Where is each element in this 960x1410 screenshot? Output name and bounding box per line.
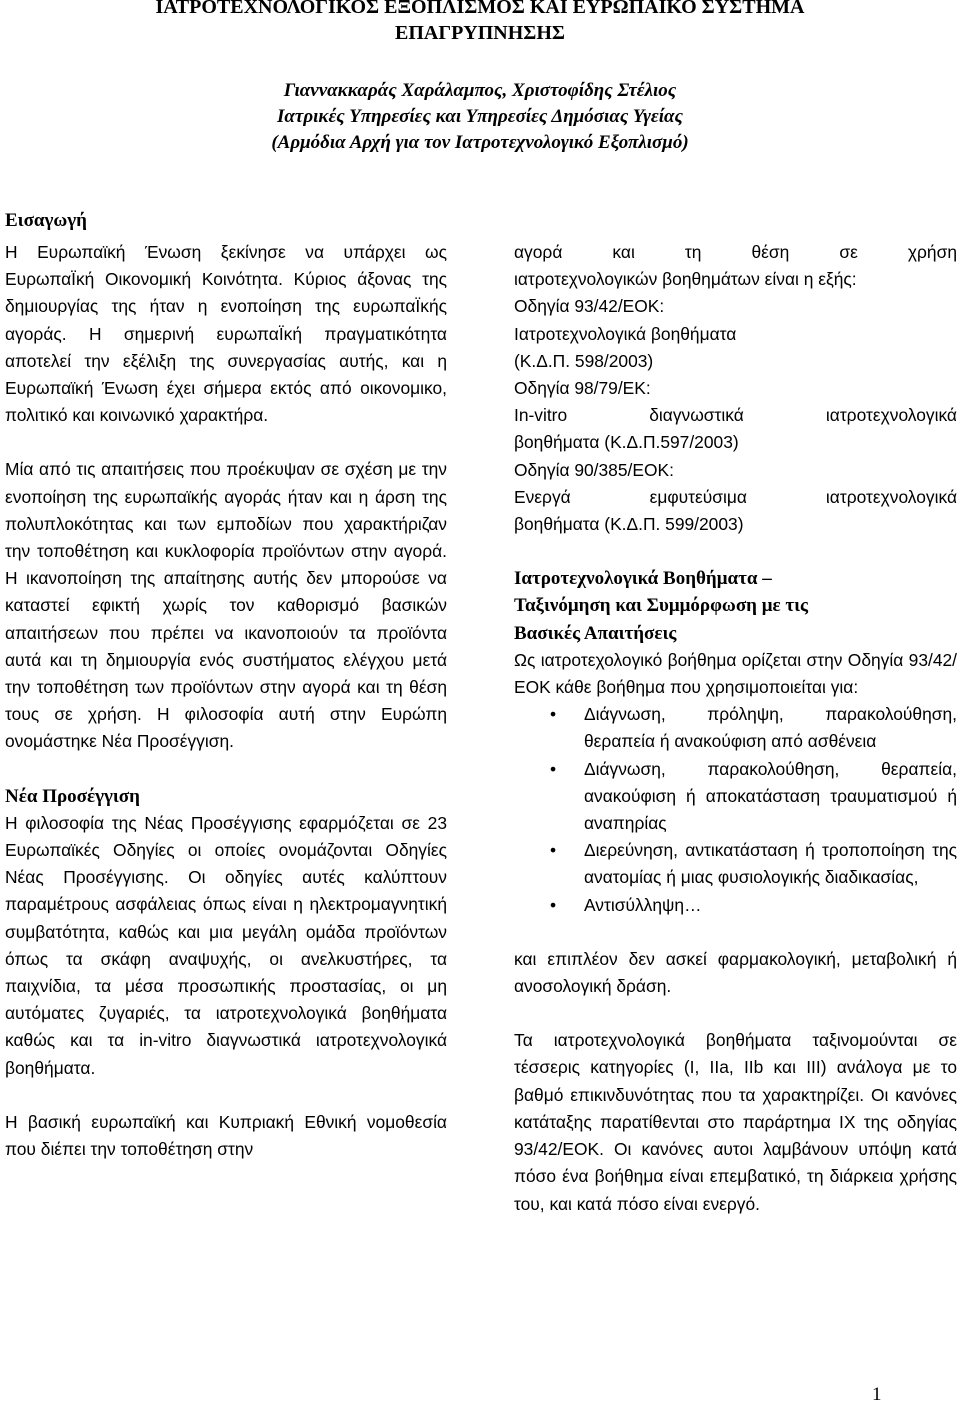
right-line-7: βοηθήματα (Κ.Δ.Π.597/2003) [514, 432, 739, 453]
right-line-1: ιατροτεχνολογικών βοηθημάτων είναι η εξής: [514, 269, 857, 290]
document-title [0, 0, 960, 46]
new-approach-heading: Νέα Προσέγγιση [5, 785, 140, 807]
bullet-icon: • [550, 758, 557, 779]
page-number: 1 [872, 1384, 882, 1405]
right-line-8: Οδηγία 90/385/ΕΟΚ: [514, 459, 674, 480]
right-line-5: Οδηγία 98/79/ΕΚ: [514, 378, 651, 399]
classification-heading-3: Βασικές Απαιτήσεις [514, 622, 677, 644]
right-line-2: Οδηγία 93/42/ΕΟΚ: [514, 296, 665, 317]
right-line-3: Ιατροτεχνολογικά βοηθήματα [514, 323, 737, 344]
list-item-text: Διάγνωση, πρόληψη, παρακολούθηση, θεραπεία ή ανακούφιση από ασθένεια [584, 704, 957, 752]
authors-affiliation: Ιατρικές Υπηρεσίες και Υπηρεσίες Δημόσιας Υγείας [277, 106, 683, 127]
new-approach-paragraph-2: Η βασική ευρωπαϊκή και Κυπριακή Εθνική νομοθεσία που διέπει την τοποθέτηση στην [5, 1111, 447, 1160]
list-item-text: Διερεύνηση, αντικατάσταση ή τροποποίηση της ανατομίας ή μιας φυσιολογικής διαδικασίας, [584, 840, 957, 888]
list-item [514, 701, 957, 755]
device-purpose-list [514, 701, 957, 919]
right-line-10: βοηθήματα (Κ.Δ.Π. 599/2003) [514, 514, 744, 535]
classification-heading-1: Ιατροτεχνολογικά Βοηθήματα – [514, 568, 772, 590]
list-item [514, 892, 957, 919]
list-item [514, 837, 957, 891]
bullet-icon: • [550, 894, 557, 915]
authors-names: Γιαννακκαράς Χαράλαμπος, Χριστοφίδης Στέλιος [283, 80, 677, 101]
intro-paragraph-1: Η Ευρωπαϊκή Ένωση ξεκίνησε να υπάρχει ως ΕυρωπαΪκή Οικονομική Κοινότητα. Κύριος άξονας της δημιουργίας της ήταν η ενοποίηση της ευρωπαΪκής αγοράς. Η σημερινή ευρωπαΪκή πραγματικότητα αποτελεί την εξέλιξη της συνεργασίας αυτής, και η Ευρωπαϊκή Ένωση έχει σήμερα εκτός από οικονομικο, πολιτικό και κοινωνικό χαρακτήρα. [5, 242, 447, 426]
list-item-text: Διάγνωση, παρακολούθηση, θεραπεία, ανακούφιση ή αποκατάσταση τραυματισμού ή αναπηρίας [584, 758, 957, 834]
right-line-6: In-vitro διαγνωστικά ιατροτεχνολογικά [514, 405, 957, 426]
list-item [514, 756, 957, 838]
right-line-9: Ενεργά εμφυτεύσιμα ιατροτεχνολογικά [514, 486, 957, 507]
intro-heading: Εισαγωγή [5, 210, 87, 231]
new-approach-paragraph-1: Η φιλοσοφία της Νέας Προσέγγισης εφαρμόζεται σε 23 Ευρωπαϊκές Οδηγίες οι οποίες ονομάζονται Οδηγίες Νέας Προσέγγισης. Οι οδηγίες αυτές καλύπτουν παραμέτρους ασφάλειας όπως είναι η ηλεκτρομαγνητική συμβατότητα, καθώς και μια μεγάλη ομάδα προϊόντων όπως τα σκάφη αναψυχής, οι ανελκυστήρες, τα παιχνίδια, τα μέσα προσωπικής προστασίας, οι μη αυτόματες ζυγαριές, τα ιατροτεχνολογικά βοηθήματα καθώς και τα in-vitro διαγνωστικά ιατροτεχνολογικά βοηθήματα. [5, 812, 447, 1078]
intro-paragraph-2: Μία από τις απαιτήσεις που προέκυψαν σε σχέση με την ενοποίηση της ευρωπαϊκής αγοράς ήταν και η άρση της πολυπλοκότητας και των εμποδίων που χαρακτήριζαν την τοποθέτηση και κυκλοφορία προϊόντων στην αγορά. Η ικανοποίηση της απαίτησης αυτής δεν μπορούσε να καταστεί εφικτή χωρίς τον καθορισμό βασικών απαιτήσεων που πρέπει να ικανοποιούν τα προϊόντα αυτά και τη δημιουργία ενός συστήματος ελέγχου μετά την τοποθέτηση των προϊόντων στην αγορά και τη θέση τους σε χρήση. Η φιλοσοφία αυτή στην Ευρώπη ονομάστηκε Νέα Προσέγγιση. [5, 459, 447, 752]
list-item-text: Αντισύλληψη… [584, 894, 702, 915]
right-column [514, 239, 957, 1218]
classification-paragraph-1: Ως ιατροτεχολογικό βοήθημα ορίζεται στην Οδηγία 93/42/ΕΟΚ κάθε βοήθημα που χρησιμοποιείται για: [514, 649, 957, 698]
right-line-4: (Κ.Δ.Π. 598/2003) [514, 350, 654, 371]
title-line-1: ΙΑΤΡΟΤΕΧΝΟΛΟΓΙΚΟΣ ΕΞΟΠΛΙΣΜΟΣ ΚΑΙ ΕΥΡΩΠΑΙΚΟ ΣΥΣΤΗΜΑ [155, 0, 805, 18]
bullet-icon: • [550, 840, 557, 861]
bullet-icon: • [550, 704, 557, 725]
right-line-0: αγορά και τη θέση σε χρήση [514, 242, 957, 262]
classification-heading-2: Ταξινόμηση και Συμμόρφωση με τις [514, 595, 808, 617]
left-column [5, 239, 447, 1163]
title-line-2: ΕΠΑΓΡΥΠΝΗΣΗΣ [395, 22, 565, 44]
classification-paragraph-3: Τα ιατροτεχνολογικά βοηθήματα ταξινομούνται σε τέσσερις κατηγορίες (I, IIa, IIb και III) ανάλογα με το βαθμό επικινδυνότητας που τα χαρακτηρίζει. Οι κανόνες κατάταξης παρατίθενται στο παράρτημα IX της οδηγίας 93/42/ΕΟΚ. Οι κανόνες αυτοι λαμβάνουν υπόψη κατά πόσο ένα βοήθημα είναι επεμβατικό, τη διάρκεια χρήσης του, και κατά πόσο είναι ενεργό. [514, 1030, 957, 1214]
classification-paragraph-2: και επιπλέον δεν ασκεί φαρμακολογική, μεταβολική ή ανοσολογική δράση. [514, 948, 957, 997]
authors-block [0, 78, 960, 156]
authors-authority: (Αρμόδια Αρχή για τον Ιατροτεχνολογικό Εξοπλισμό) [271, 132, 689, 153]
